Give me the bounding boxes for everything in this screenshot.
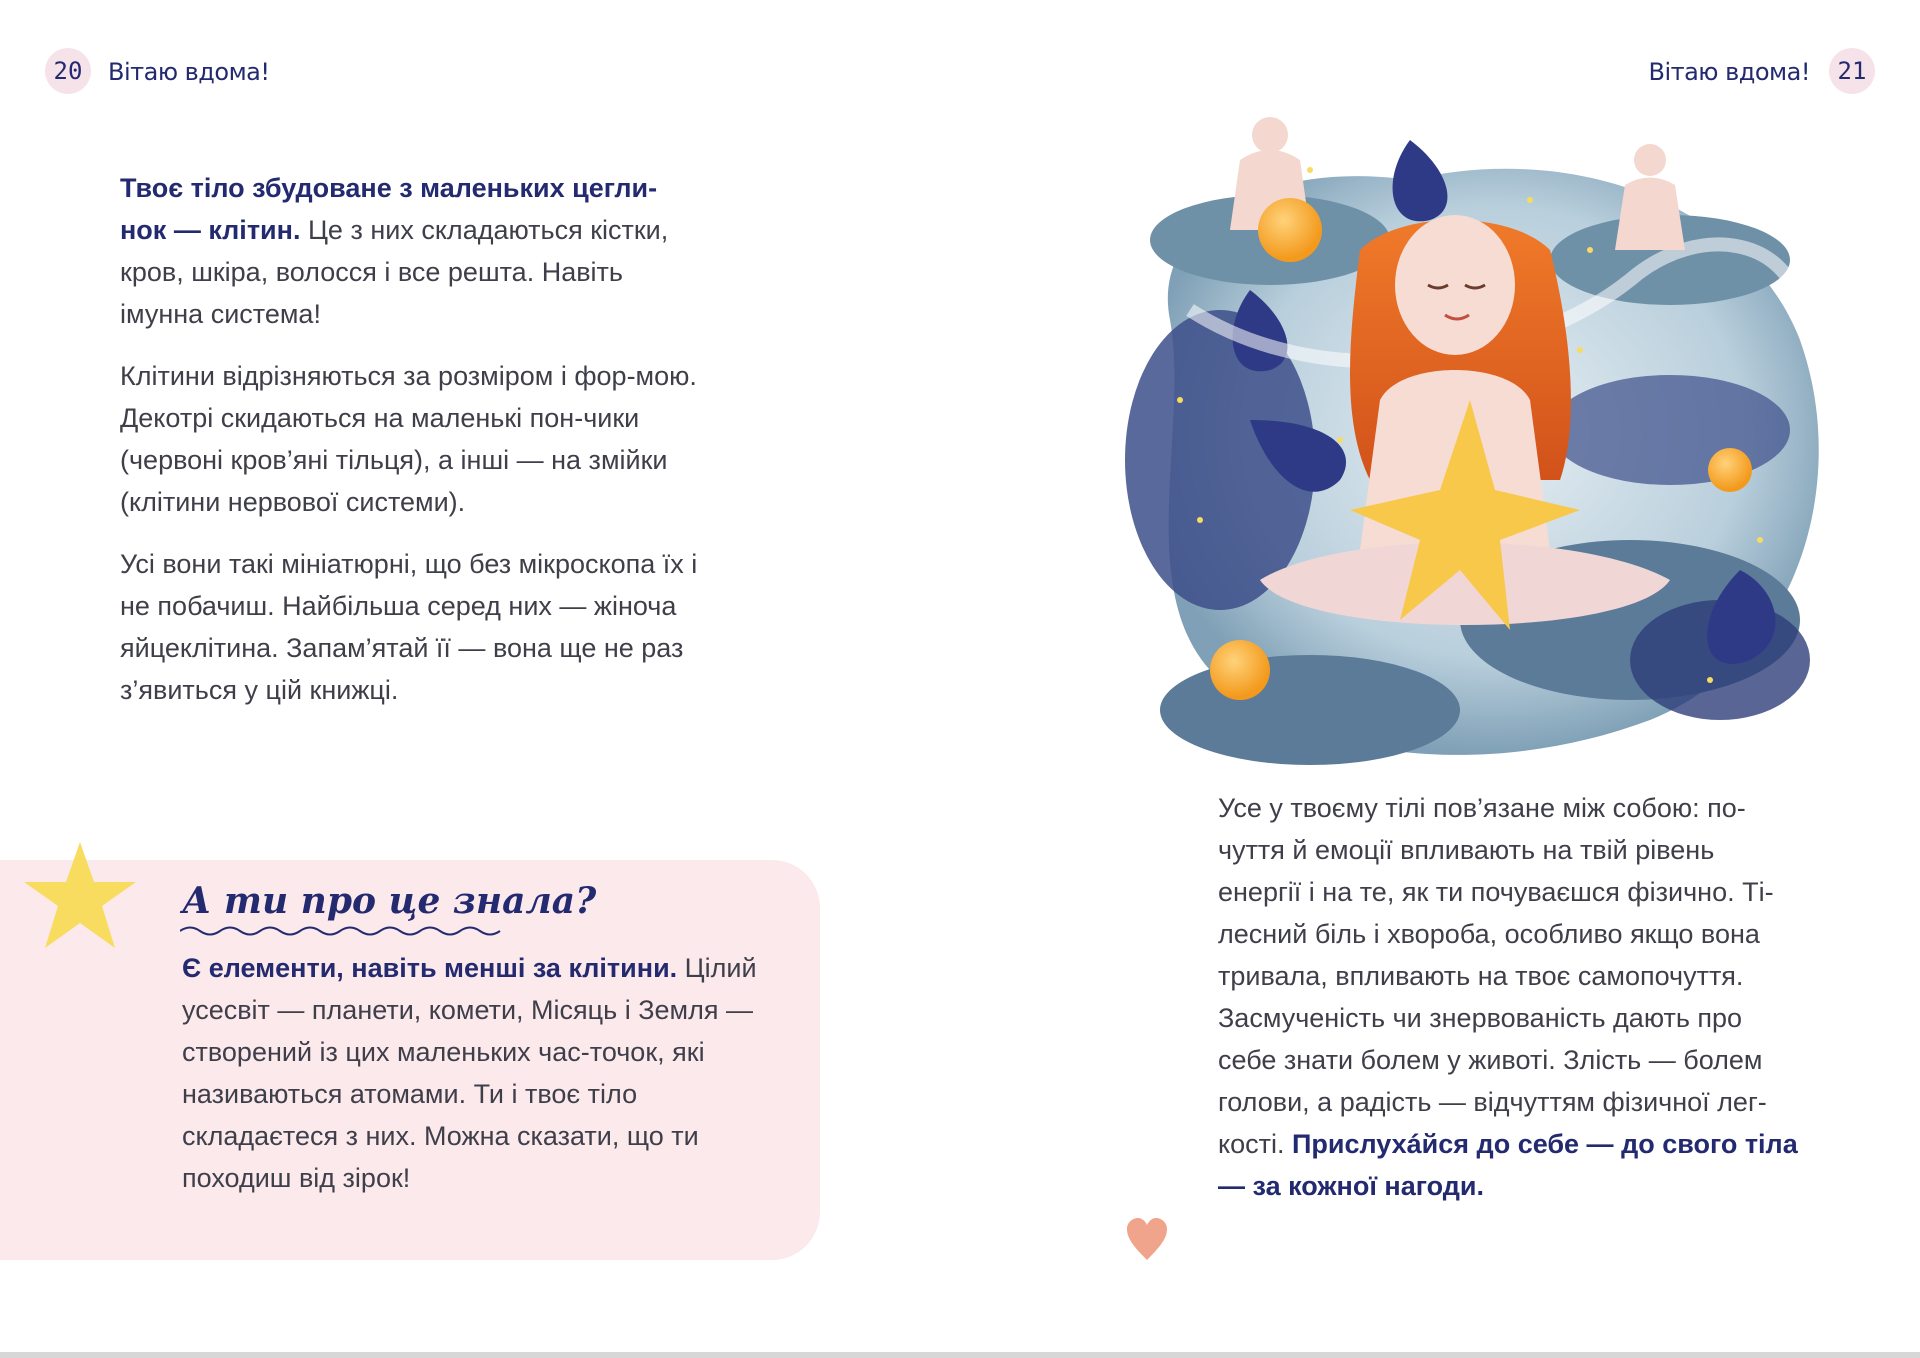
right-page-text	[1218, 787, 1803, 1207]
page-number-left: 20	[45, 48, 91, 94]
right-page-bold: Прислухáйся до себе — до свого тіла — за кожної нагоди.	[1218, 1129, 1798, 1201]
intro-paragraph-2: Клітини відрізняються за розміром і фор-мою. Декотрі скидаються на маленькі пон-чики (червоні кров’яні тільця), а інші — на змійки (клітини нервової системи).	[120, 361, 697, 517]
star-icon	[20, 836, 140, 956]
frame-border	[0, 1352, 1920, 1358]
intro-paragraph-1-rest: Це з них складаються кістки, кров, шкіра, волосся і все решта. Навіть імунна система!	[120, 215, 669, 329]
wavy-underline	[180, 924, 510, 938]
running-title-left: Вітаю вдома!	[108, 58, 270, 86]
fact-box-text	[182, 947, 782, 1199]
right-page-body: Усе у твоєму тілі пов’язане між собою: по-чуття й емоції впливають на твій рівень енергії і на те, як ти почуваєшся фізично. Ті-лесний біль і хвороба, особливо якщо вона тривала, впливають на твоє самопочуття. Засмученість чи знервованість дають про себе знати болем у животі. Злість — болем голови, а радість — відчуттям фізичної лег-кості.	[1218, 793, 1774, 1159]
cosmic-girl-illustration	[1110, 100, 1840, 770]
page-number-right: 21	[1829, 48, 1875, 94]
intro-paragraph-1	[120, 167, 700, 335]
intro-bold-lead: Твоє тіло збудоване з маленьких цегли-нок — клітин.	[120, 173, 658, 245]
running-title-right: Вітаю вдома!	[1648, 58, 1810, 86]
fact-box-title: А ти про це знала?	[182, 880, 597, 922]
intro-paragraph-3: Усі вони такі мініатюрні, що без мікроскопа їх і не побачиш. Найбільша серед них — жіноча яйцеклітина. Запам’ятай її — вона ще не раз з’явиться у цій книжці.	[120, 549, 698, 705]
fact-box-body: Цілий усесвіт — планети, комети, Місяць і Земля — створений із цих маленьких час-точок, які називаються атомами. Ти і твоє тіло складаєтеся з них. Можна сказати, що ти походиш від зірок!	[182, 953, 757, 1193]
fact-box-bold: Є елементи, навіть менші за клітини.	[182, 953, 678, 983]
intro-text	[120, 167, 700, 731]
heart-icon	[1127, 1218, 1167, 1262]
